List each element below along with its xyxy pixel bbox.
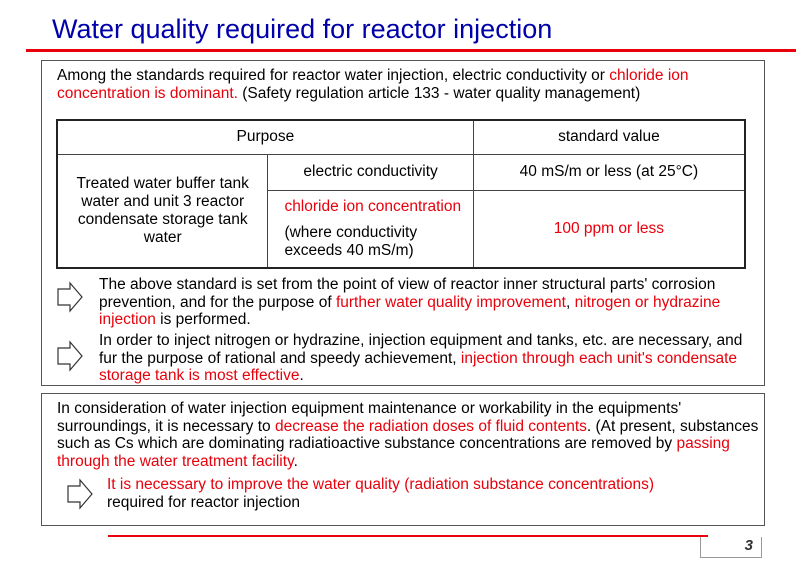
note-standard-purpose (99, 276, 749, 329)
conclusion-text: required for reactor injection (107, 493, 300, 511)
note2-text: In order to inject nitrogen or hydrazine, injection equipment and tanks, etc. are necessary, and fur the purpose of rational and speedy achievement, (99, 332, 743, 367)
note1-text: The above standard is set from the point of view of reactor inner structural parts' corrosion prevention, and for the purpose of (99, 276, 716, 311)
value-electric-conductivity: 40 mS/m or less (at 25°C) (473, 154, 745, 190)
note-injection-method (99, 332, 749, 385)
arrow-right-icon (66, 478, 94, 510)
intro-reference: (Safety regulation article 133 - water quality management) (237, 84, 641, 102)
note1-end: is performed. (155, 311, 251, 328)
title-underline (26, 49, 796, 52)
note2-end: . (299, 367, 304, 384)
radiation-end: . (293, 452, 298, 470)
water-quality-table (56, 119, 746, 269)
note2-highlight: injection through each unit's condensate storage tank is most effective (99, 349, 738, 384)
radiation-text-2: . (At present, substances such as Cs which are dominating radiatioactive substance concentrations are removed by (57, 417, 759, 452)
page-number: 3 (744, 537, 753, 554)
intro-paragraph (57, 67, 757, 102)
intro-highlight: chloride ion concentration is dominant. (57, 67, 689, 102)
item-chloride-note: (where conductivity exceeds 40 mS/m) (284, 223, 418, 259)
arrow-right-icon (56, 340, 84, 372)
item-electric-conductivity: electric conductivity (268, 154, 473, 190)
header-standard-value: standard value (473, 120, 745, 154)
header-purpose: Purpose (57, 120, 473, 154)
note1-highlight-2: nitrogen or hydrazine injection (99, 293, 721, 328)
note1-comma: , (565, 293, 575, 311)
radiation-box (41, 393, 765, 526)
radiation-highlight: decrease the radiation doses of fluid contents (274, 417, 587, 435)
value-chloride: 100 ppm or less (473, 190, 745, 268)
row-label: Treated water buffer tank water and unit 3 reactor condensate storage tank water (57, 154, 268, 268)
page-number-box (700, 537, 762, 558)
conclusion-highlight: It is necessary to improve the water quality (radiation substance concentrations) (107, 476, 655, 493)
item-chloride: chloride ion concentration (284, 197, 462, 215)
radiation-text: In consideration of water injection equipment maintenance or workability in the equipments' surroundings, it is necessary to (57, 400, 682, 435)
arrow-right-icon (56, 281, 84, 313)
conclusion-note (107, 476, 747, 511)
radiation-highlight-2: passing through the water treatment facility (57, 435, 730, 470)
footer-rule (108, 535, 708, 537)
intro-text: Among the standards required for reactor water injection, electric conductivity or (57, 67, 610, 84)
item-chloride-cell (268, 190, 473, 268)
note1-highlight: further water quality improvement (335, 293, 566, 311)
page-title: Water quality required for reactor injection (52, 14, 553, 44)
radiation-paragraph (57, 400, 762, 470)
standards-box (41, 60, 765, 386)
